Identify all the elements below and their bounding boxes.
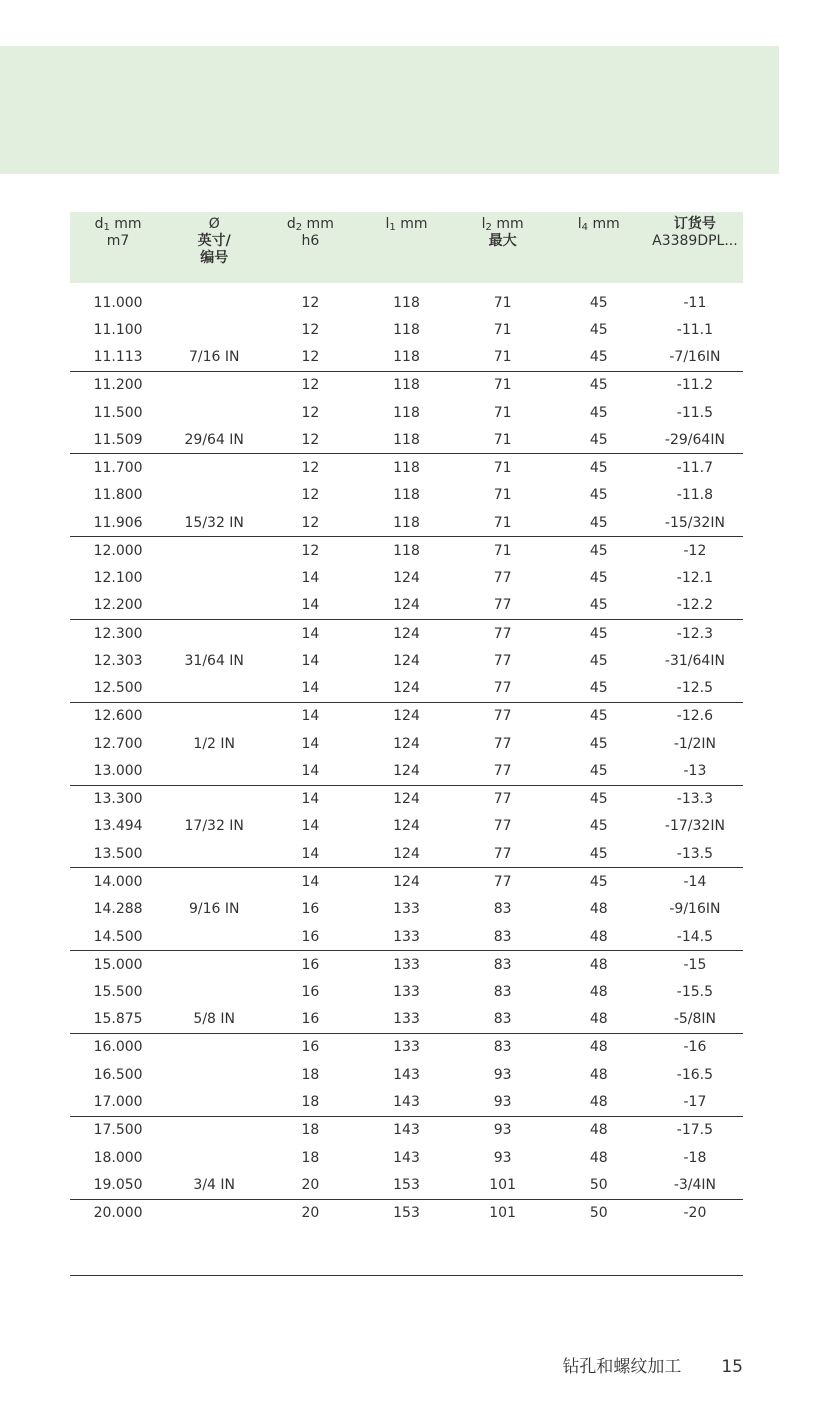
spec-table	[70, 212, 743, 1227]
table-row	[70, 316, 743, 344]
cell-l4: 45	[589, 487, 608, 504]
cell-l2: 71	[493, 542, 512, 559]
cell-d1: 17.000	[70, 1089, 166, 1117]
cell-l4: 45	[589, 708, 608, 725]
cell-inch	[166, 283, 262, 316]
cell-l4: 48	[589, 1122, 608, 1139]
cell-l4: 48	[589, 1066, 608, 1083]
cell-d2: 14	[301, 791, 320, 808]
table-row	[70, 592, 743, 620]
cell-d1: 11.100	[93, 321, 143, 338]
table-header-row	[70, 212, 743, 283]
cell-inch	[166, 1089, 262, 1117]
cell-l2: 71	[493, 377, 512, 394]
table-row	[70, 895, 743, 923]
cell-l2: 71	[455, 509, 551, 537]
cell-order: -14.5	[647, 923, 743, 951]
cell-l1: 133	[393, 956, 420, 973]
cell-d2: 12	[301, 542, 320, 559]
cell-l2: 77	[455, 675, 551, 703]
cell-l4: 48	[551, 1089, 647, 1117]
cell-inch: 5/8 IN	[166, 1006, 262, 1034]
cell-order: -15/32IN	[647, 509, 743, 537]
cell-inch	[166, 537, 262, 565]
cell-d1: 20.000	[93, 1205, 143, 1222]
cell-d2: 16	[262, 1006, 358, 1034]
cell-d2: 14	[301, 570, 320, 587]
cell-l2: 83	[493, 956, 512, 973]
cell-l4: 45	[551, 509, 647, 537]
cell-l1: 124	[358, 592, 454, 620]
cell-l1: 153	[358, 1171, 454, 1199]
cell-inch: 3/4 IN	[166, 1171, 262, 1199]
cell-l4: 45	[551, 592, 647, 620]
cell-order: -13.5	[647, 840, 743, 868]
cell-l1: 118	[393, 460, 420, 477]
cell-l4: 45	[551, 675, 647, 703]
cell-inch	[166, 371, 262, 399]
cell-d2: 18	[301, 1066, 320, 1083]
cell-d1: 12.000	[93, 542, 143, 559]
cell-order: -11	[683, 294, 707, 311]
cell-d2: 14	[301, 873, 320, 890]
cell-d2: 14	[301, 735, 320, 752]
header-l4: $l_4$ mm	[577, 216, 620, 233]
cell-l4: 45	[589, 542, 608, 559]
cell-l1: 118	[393, 294, 420, 311]
table-row	[70, 1116, 743, 1144]
cell-d1: 11.200	[93, 377, 143, 394]
cell-order: -31/64IN	[664, 652, 725, 669]
cell-d1: 18.000	[93, 1149, 143, 1166]
cell-l2: 93	[455, 1089, 551, 1117]
cell-d2: 12	[301, 487, 320, 504]
cell-l2: 83	[493, 984, 512, 1001]
header-d2: $d_2$ mm h6	[286, 216, 334, 249]
cell-order: -17.5	[676, 1122, 714, 1139]
cell-inch	[166, 1199, 262, 1227]
cell-d2: 12	[301, 321, 320, 338]
cell-order: -13	[647, 758, 743, 786]
cell-inch	[166, 592, 262, 620]
cell-l2: 77	[493, 873, 512, 890]
cell-l2: 77	[493, 818, 512, 835]
cell-d1: 13.300	[93, 791, 143, 808]
table-row	[70, 537, 743, 565]
cell-d1: 16.500	[93, 1066, 143, 1083]
cell-order: -17/32IN	[664, 818, 725, 835]
cell-l4: 48	[589, 1039, 608, 1056]
cell-l2: 77	[493, 625, 512, 642]
cell-l2: 93	[493, 1149, 512, 1166]
cell-d1: 13.494	[93, 818, 143, 835]
cell-inch: 29/64 IN	[166, 426, 262, 454]
cell-order: -18	[683, 1149, 707, 1166]
cell-l2: 77	[493, 791, 512, 808]
cell-inch	[166, 978, 262, 1006]
cell-l2: 93	[493, 1122, 512, 1139]
cell-l1: 143	[358, 1089, 454, 1117]
cell-l4: 45	[551, 426, 647, 454]
page-footer	[562, 1352, 743, 1377]
table-row	[70, 509, 743, 537]
cell-d2: 14	[301, 708, 320, 725]
cell-d2: 16	[262, 923, 358, 951]
cell-d2: 18	[301, 1122, 320, 1139]
header-order-number: 订货号 A3389DPL...	[652, 216, 738, 249]
cell-l2: 71	[493, 321, 512, 338]
cell-order: -29/64IN	[647, 426, 743, 454]
table-row	[70, 1199, 743, 1227]
cell-d1: 14.000	[93, 873, 143, 890]
cell-d2: 12	[301, 404, 320, 421]
cell-d2: 16	[301, 956, 320, 973]
table-row	[70, 730, 743, 758]
cell-l2: 71	[493, 460, 512, 477]
cell-order: -1/2IN	[673, 735, 717, 752]
cell-d2: 12	[301, 460, 320, 477]
cell-order: -9/16IN	[669, 901, 721, 918]
cell-l1: 124	[393, 791, 420, 808]
header-banner	[0, 46, 779, 174]
cell-d2: 12	[301, 294, 320, 311]
cell-l1: 124	[393, 873, 420, 890]
cell-d1: 12.303	[93, 652, 143, 669]
cell-d2: 20	[262, 1171, 358, 1199]
cell-order: -20	[683, 1205, 707, 1222]
cell-l2: 77	[493, 708, 512, 725]
table-row	[70, 647, 743, 675]
cell-l1: 133	[393, 901, 420, 918]
cell-l4: 48	[589, 956, 608, 973]
cell-inch	[166, 868, 262, 896]
cell-order: -11.2	[676, 377, 714, 394]
cell-d2: 14	[262, 758, 358, 786]
cell-d2: 14	[262, 675, 358, 703]
cell-d1: 12.100	[93, 570, 143, 587]
cell-l1: 124	[393, 818, 420, 835]
cell-inch	[166, 399, 262, 427]
cell-l1: 143	[393, 1066, 420, 1083]
table-row	[70, 1089, 743, 1117]
cell-l4: 45	[589, 321, 608, 338]
cell-l1: 133	[358, 1006, 454, 1034]
cell-d1: 12.600	[93, 708, 143, 725]
cell-l2: 83	[455, 1006, 551, 1034]
page-number: 15	[721, 1357, 743, 1377]
cell-l4: 45	[551, 344, 647, 372]
cell-l4: 50	[589, 1205, 608, 1222]
cell-l1: 118	[358, 426, 454, 454]
cell-d2: 18	[301, 1149, 320, 1166]
table-row	[70, 951, 743, 979]
cell-l1: 143	[393, 1122, 420, 1139]
cell-order: -7/16IN	[647, 344, 743, 372]
cell-d1: 14.288	[93, 901, 143, 918]
cell-inch: 31/64 IN	[184, 652, 244, 669]
cell-l2: 77	[455, 592, 551, 620]
cell-d2: 14	[262, 592, 358, 620]
cell-order: -11.7	[676, 460, 714, 477]
table-row	[70, 283, 743, 316]
cell-l1: 118	[393, 487, 420, 504]
cell-l2: 93	[493, 1066, 512, 1083]
cell-d1: 17.500	[93, 1122, 143, 1139]
table-row	[70, 399, 743, 427]
table-row	[70, 813, 743, 841]
cell-l4: 48	[589, 984, 608, 1001]
cell-d2: 12	[301, 377, 320, 394]
cell-order: -12	[683, 542, 707, 559]
cell-order: -11.1	[676, 321, 714, 338]
cell-l2: 101	[455, 1171, 551, 1199]
table-row	[70, 978, 743, 1006]
cell-l4: 48	[551, 1006, 647, 1034]
cell-l4: 50	[551, 1171, 647, 1199]
cell-d1: 11.906	[70, 509, 166, 537]
cell-l1: 124	[358, 840, 454, 868]
cell-d1: 15.500	[93, 984, 143, 1001]
cell-l2: 71	[493, 487, 512, 504]
cell-l4: 45	[589, 735, 608, 752]
cell-d1: 12.300	[93, 625, 143, 642]
cell-l2: 71	[493, 294, 512, 311]
cell-d1: 11.113	[70, 344, 166, 372]
cell-d1: 11.000	[93, 294, 143, 311]
table-row	[70, 564, 743, 592]
table-row	[70, 426, 743, 454]
cell-l2: 71	[455, 344, 551, 372]
cell-l2: 101	[489, 1205, 516, 1222]
cell-order: -15	[683, 956, 707, 973]
cell-inch	[166, 758, 262, 786]
cell-inch	[166, 620, 262, 648]
cell-inch	[166, 923, 262, 951]
cell-inch	[166, 1033, 262, 1061]
cell-l1: 124	[393, 735, 420, 752]
cell-inch: 7/16 IN	[166, 344, 262, 372]
cell-l2: 77	[455, 840, 551, 868]
cell-order: -12.3	[676, 625, 714, 642]
cell-l1: 124	[393, 708, 420, 725]
cell-l1: 118	[393, 542, 420, 559]
cell-d1: 14.500	[70, 923, 166, 951]
cell-inch	[166, 1144, 262, 1172]
cell-d2: 12	[262, 344, 358, 372]
cell-inch	[166, 702, 262, 730]
table-row	[70, 1006, 743, 1034]
table-row	[70, 1171, 743, 1199]
cell-l2: 77	[493, 735, 512, 752]
cell-l4: 45	[589, 652, 608, 669]
cell-l4: 45	[551, 758, 647, 786]
cell-l2: 83	[493, 1039, 512, 1056]
cell-order: -16	[683, 1039, 707, 1056]
table-row	[70, 675, 743, 703]
cell-l4: 45	[589, 404, 608, 421]
cell-inch	[166, 951, 262, 979]
table-body	[70, 283, 743, 1227]
table-row	[70, 785, 743, 813]
cell-inch	[166, 564, 262, 592]
cell-inch	[166, 1116, 262, 1144]
cell-d2: 14	[301, 625, 320, 642]
cell-l4: 45	[589, 377, 608, 394]
cell-order: -5/8IN	[647, 1006, 743, 1034]
cell-l1: 124	[358, 675, 454, 703]
cell-inch	[166, 1061, 262, 1089]
cell-d2: 18	[262, 1089, 358, 1117]
cell-order: -11.5	[676, 404, 714, 421]
table-row	[70, 344, 743, 372]
cell-d1: 13.000	[70, 758, 166, 786]
cell-l4: 45	[589, 460, 608, 477]
cell-inch: 17/32 IN	[184, 818, 244, 835]
table-row	[70, 702, 743, 730]
cell-l1: 118	[358, 344, 454, 372]
cell-order: -14	[683, 873, 707, 890]
cell-l1: 118	[393, 377, 420, 394]
cell-l4: 45	[589, 818, 608, 835]
cell-l1: 124	[358, 758, 454, 786]
table-row	[70, 868, 743, 896]
cell-l2: 71	[493, 404, 512, 421]
cell-d2: 12	[262, 426, 358, 454]
cell-order: -16.5	[676, 1066, 714, 1083]
cell-inch: 9/16 IN	[188, 901, 240, 918]
cell-l2: 83	[455, 923, 551, 951]
cell-l4: 48	[551, 923, 647, 951]
cell-d1: 15.875	[70, 1006, 166, 1034]
cell-l4: 45	[589, 791, 608, 808]
cell-d1: 12.500	[70, 675, 166, 703]
table-row	[70, 1061, 743, 1089]
header-d1: $d_1$ mm m7	[94, 216, 142, 249]
cell-d2: 20	[301, 1205, 320, 1222]
cell-l1: 124	[393, 652, 420, 669]
cell-d1: 15.000	[93, 956, 143, 973]
cell-order: -15.5	[676, 984, 714, 1001]
cell-d2: 16	[301, 901, 320, 918]
cell-d1: 16.000	[93, 1039, 143, 1056]
cell-inch	[166, 316, 262, 344]
cell-l1: 143	[393, 1149, 420, 1166]
cell-inch	[166, 482, 262, 510]
cell-d1: 13.500	[70, 840, 166, 868]
cell-l4: 48	[589, 901, 608, 918]
cell-l4: 45	[551, 840, 647, 868]
cell-l2: 83	[493, 901, 512, 918]
cell-l4: 48	[589, 1149, 608, 1166]
cell-l2: 71	[455, 426, 551, 454]
cell-l1: 133	[358, 923, 454, 951]
cell-d2: 16	[301, 984, 320, 1001]
cell-d1: 11.500	[93, 404, 143, 421]
cell-order: -12.2	[647, 592, 743, 620]
cell-l1: 133	[393, 984, 420, 1001]
header-l1: $l_1$ mm	[385, 216, 428, 233]
cell-order: -17	[647, 1089, 743, 1117]
table-row	[70, 454, 743, 482]
cell-l1: 118	[358, 509, 454, 537]
cell-d1: 19.050	[70, 1171, 166, 1199]
cell-d2: 14	[262, 840, 358, 868]
cell-inch: 1/2 IN	[193, 735, 235, 752]
cell-d2: 14	[301, 818, 320, 835]
table-row	[70, 1033, 743, 1061]
cell-l4: 45	[589, 873, 608, 890]
cell-inch	[166, 454, 262, 482]
cell-d2: 16	[301, 1039, 320, 1056]
cell-d2: 12	[262, 509, 358, 537]
cell-d1: 11.509	[70, 426, 166, 454]
cell-l2: 77	[493, 652, 512, 669]
cell-order: -13.3	[676, 791, 714, 808]
cell-d1: 12.700	[93, 735, 143, 752]
table-row	[70, 1144, 743, 1172]
header-l2: $l_2$ mm 最大	[481, 216, 524, 249]
cell-d1: 11.800	[93, 487, 143, 504]
table-row	[70, 758, 743, 786]
cell-inch	[166, 840, 262, 868]
cell-l1: 133	[393, 1039, 420, 1056]
table-row	[70, 482, 743, 510]
cell-l1: 124	[393, 625, 420, 642]
cell-order: -11.8	[676, 487, 714, 504]
cell-order: -12.1	[676, 570, 714, 587]
table-row	[70, 371, 743, 399]
cell-l1: 153	[393, 1205, 420, 1222]
cell-inch: 15/32 IN	[166, 509, 262, 537]
cell-l2: 77	[455, 758, 551, 786]
table-row	[70, 620, 743, 648]
table-row	[70, 840, 743, 868]
cell-l1: 118	[393, 321, 420, 338]
cell-l1: 124	[393, 570, 420, 587]
cell-order: -3/4IN	[647, 1171, 743, 1199]
cell-l4: 45	[589, 294, 608, 311]
bottom-divider	[70, 1275, 743, 1276]
table-row	[70, 923, 743, 951]
footer-section-title: 钻孔和螺纹加工	[562, 1357, 682, 1377]
cell-l4: 45	[589, 570, 608, 587]
cell-l1: 118	[393, 404, 420, 421]
cell-inch	[166, 675, 262, 703]
cell-l4: 45	[589, 625, 608, 642]
cell-order: -12.6	[676, 708, 714, 725]
cell-l2: 77	[493, 570, 512, 587]
cell-d1: 11.700	[93, 460, 143, 477]
cell-order: -12.5	[647, 675, 743, 703]
cell-d1: 12.200	[70, 592, 166, 620]
cell-inch	[166, 785, 262, 813]
cell-d2: 14	[301, 652, 320, 669]
header-diameter-inch: Ø 英寸/ 编号	[197, 216, 231, 266]
